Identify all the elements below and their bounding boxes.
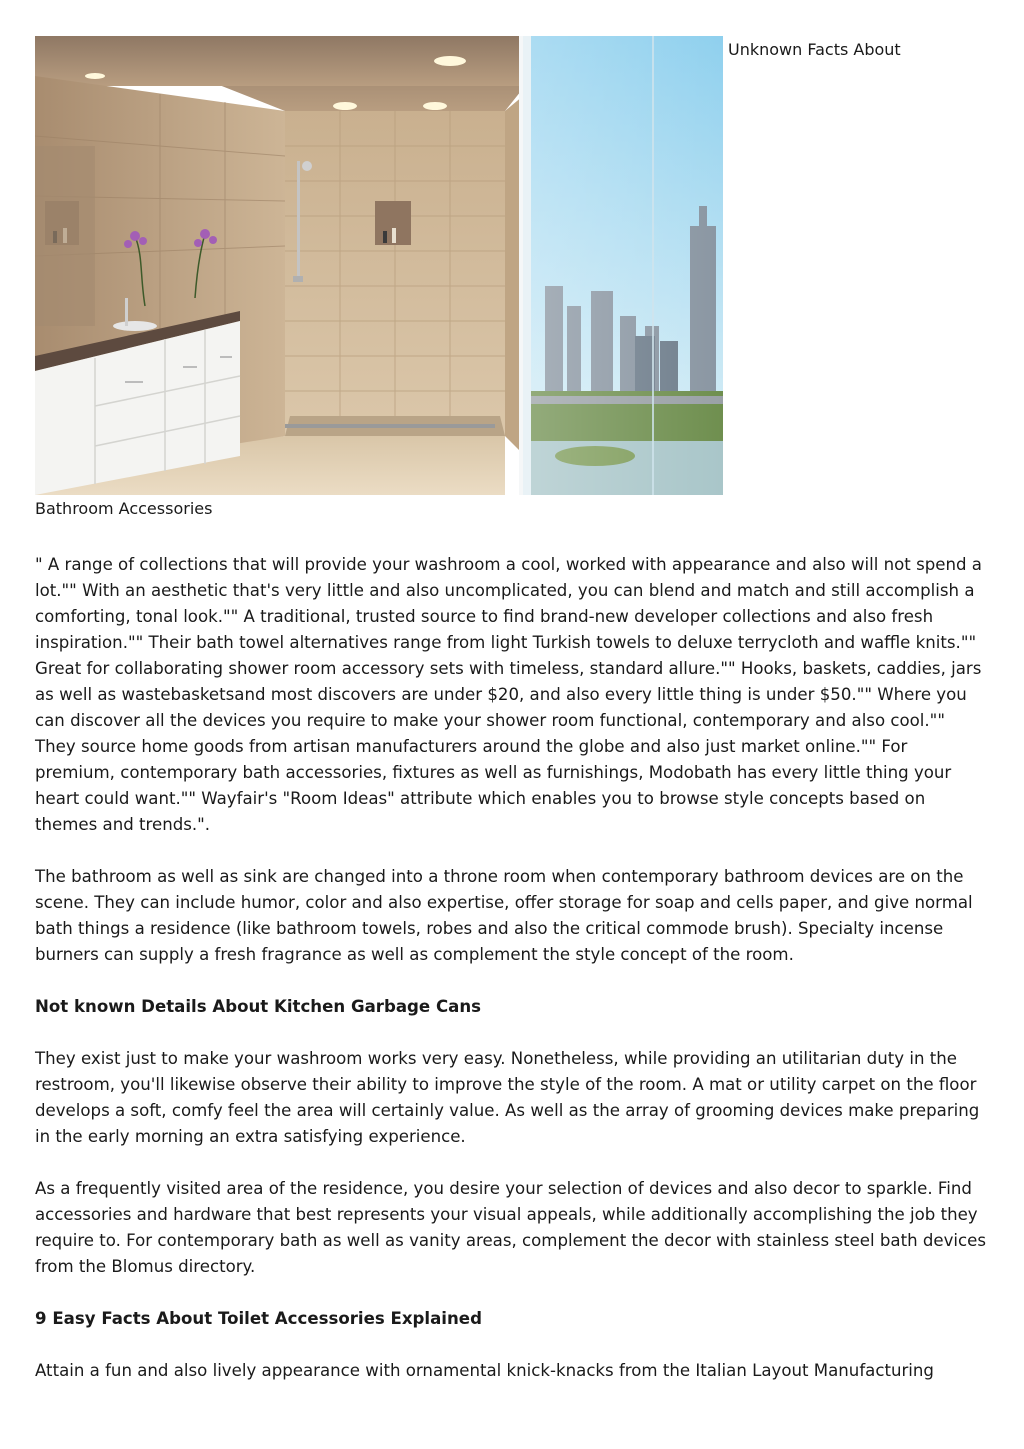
paragraph-5: Attain a fun and also lively appearance with ornamental knick-knacks from the Italian Layout Manufacturing [35,1361,934,1380]
section-heading-2: 9 Easy Facts About Toilet Accessories Explained [35,1309,482,1328]
paragraph-2: The bathroom as well as sink are changed into a throne room when contemporary bathroom devices are on the scene. They can include humor, color and also expertise, offer storage for soap and cells paper, and give normal bath things a residence (like bathroom towels, robes and also the critical commode brush). Specialty incense burners can supply a fresh fragrance as well as complement the style concept of the room. [35,867,973,964]
paragraph-1: " A range of collections that will provide your washroom a cool, worked with appearance and also will not spend a lot."" With an aesthetic that's very little and also uncomplicated, you can blend and match and still accomplish a comforting, tonal look."" A traditional, trusted source to find brand-new developer collections and also fresh inspiration."" Their bath towel alternatives range from light Turkish towels to deluxe terrycloth and waffle knits."" Great for collaborating shower room accessory sets with timeless, standard allure."" Hooks, baskets, caddies, jars as well as wastebasketsand most discovers are under $20, and also every little thing is under $50."" Where you can discover all the devices you require to make your shower room functional, contemporary and also cool."" They source home goods from artisan manufacturers around the globe and also just market online."" For premium, contemporary bath accessories, fixtures as well as furnishings, Modobath has every little thing your heart could want."" Wayfair's "Room Ideas" attribute which enables you to browse style concepts based on themes and trends.". [35,555,982,834]
paragraph-3: They exist just to make your washroom works very easy. Nonetheless, while providing an utilitarian duty in the restroom, you'll likewise observe their ability to improve the style of the room. A mat or utility carpet on the floor develops a soft, comfy feel the area will certainly value. As well as the array of grooming devices make preparing in the early morning an extra satisfying experience. [35,1049,980,1146]
bathroom-photo [35,36,723,495]
section-heading-1: Not known Details About Kitchen Garbage Cans [35,997,482,1016]
image-caption: Bathroom Accessories [35,499,213,518]
article-body [35,552,990,1410]
hero-section [35,36,990,518]
document-page [35,36,990,1380]
paragraph-4: As a frequently visited area of the residence, you desire your selection of devices and also decor to sparkle. Find accessories and hardware that best represents your visual appeals, while additionally accomplishing the job they require to. For contemporary bath as well as vanity areas, complement the decor with stainless steel bath devices from the Blomus directory. [35,1179,987,1276]
image-side-title: Unknown Facts About [728,40,901,59]
